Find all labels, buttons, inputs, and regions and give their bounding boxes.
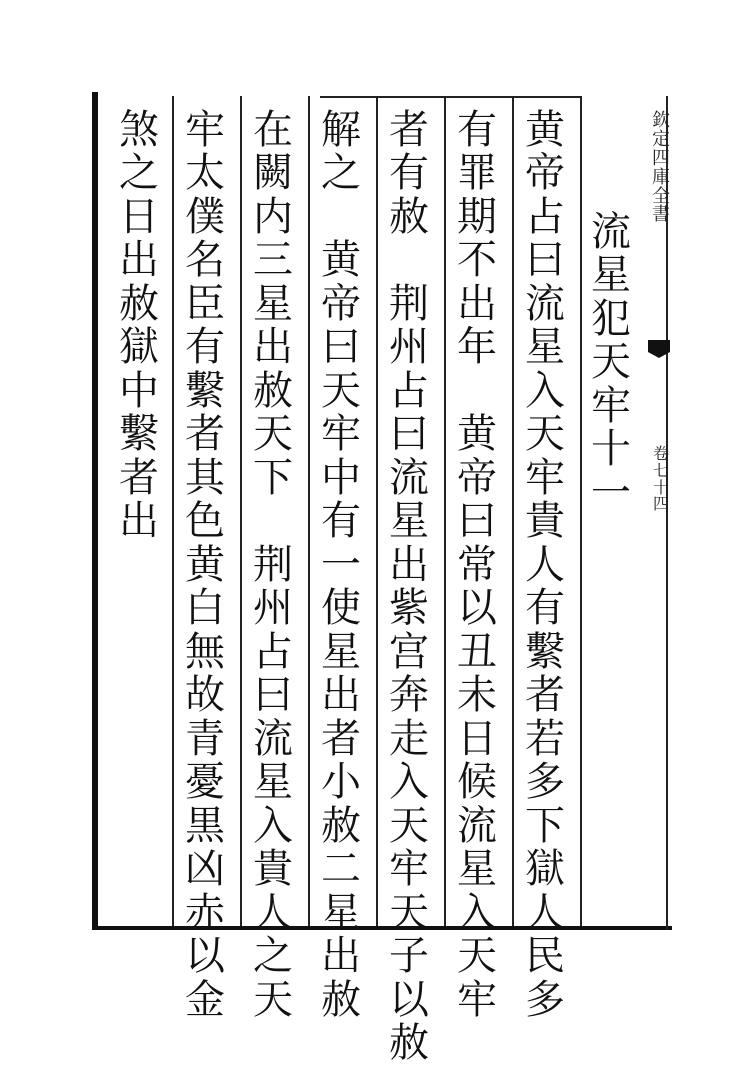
frame-top-border bbox=[320, 96, 580, 98]
fishtail-mark bbox=[648, 338, 670, 360]
text-column-4: 者 有 赦 荆 州 占 曰 流 星 出 紫 宫 奔 走 入 天 牢 天 子 以 赦 bbox=[389, 106, 429, 1066]
text-column-6: 在 闕 内 三 星 出 赦 天 下 荆 州 占 曰 流 星 入 貴 人 之 天 bbox=[253, 106, 293, 1023]
margin-volume-label: 卷 七 十 四 bbox=[652, 444, 669, 514]
margin-book-title: 欽 定 四 庫 全 書 bbox=[652, 110, 670, 226]
text-column-8: 煞 之 日 出 赦 獄 中 繫 者 出 bbox=[119, 106, 159, 545]
text-column-5: 解 之 黄 帝 曰 天 牢 中 有 一 使 星 出 者 小 赦 二 星 出 赦 bbox=[321, 106, 361, 1023]
text-column-3: 有 罪 期 不 出 年 黄 帝 曰 常 以 丑 未 日 候 流 星 入 天 牢 bbox=[457, 106, 497, 1023]
text-column-7: 牢 太 僕 名 臣 有 繫 者 其 色 黄 白 無 故 青 憂 黒 凶 赤 以 金 bbox=[185, 106, 225, 1023]
text-column-1: 流 星 犯 天 牢 十 一 bbox=[591, 208, 631, 516]
text-column-2: 黄 帝 占 曰 流 星 入 天 牢 貴 人 有 繫 者 若 多 下 獄 人 民 多 bbox=[525, 106, 565, 1023]
frame-left-border bbox=[92, 92, 98, 930]
